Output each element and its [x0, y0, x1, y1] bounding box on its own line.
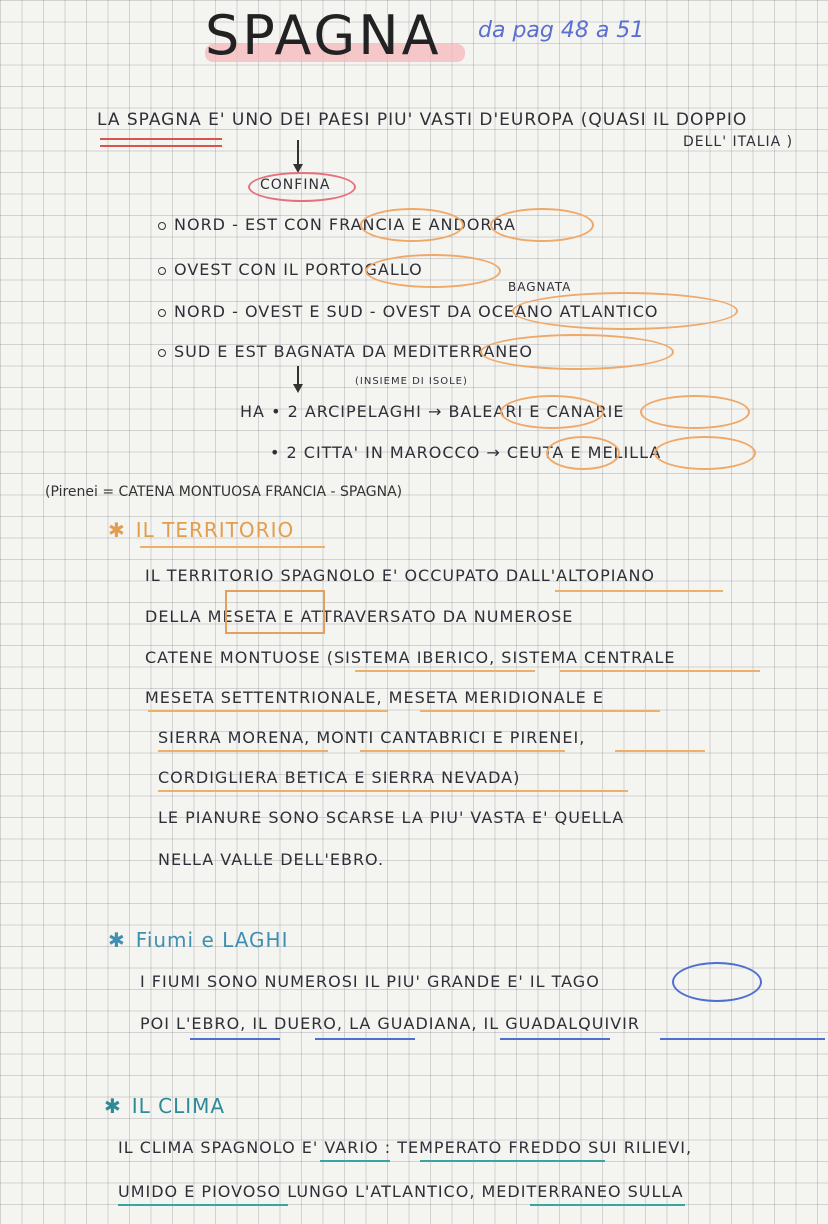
duero-underline	[315, 1038, 415, 1040]
bullet-icon	[158, 222, 166, 230]
bullet-icon	[158, 309, 166, 317]
intro-line-2: DELL' ITALIA )	[683, 134, 794, 150]
territorio-line-2: DELLA MESETA E ATTRAVERSATO DA NUMEROSE	[145, 607, 574, 626]
intro-underline-1	[100, 138, 222, 140]
asterisk-icon: ✱	[108, 518, 126, 542]
canarie-circle	[640, 395, 750, 429]
ceuta-circle	[546, 436, 620, 470]
territorio-line-3: CATENE MONTUOSE (SISTEMA IBERICO, SISTEMA CENTRALE	[145, 648, 676, 667]
portogallo-circle	[365, 254, 501, 288]
fiumi-line-1: I FIUMI SONO NUMEROSI IL PIU' GRANDE E' IL TAGO	[140, 972, 600, 991]
ha-line-1: HA • 2 ARCIPELAGHI → BALEARI E CANARIE	[240, 402, 625, 421]
centrale-underline	[560, 670, 760, 672]
bullet-icon	[158, 349, 166, 357]
territorio-line-4: MESETA SETTENTRIONALE, MESETA MERIDIONALE E	[145, 688, 604, 707]
clima-heading	[104, 1094, 225, 1118]
guadiana-underline	[500, 1038, 610, 1040]
betica-underline	[158, 790, 628, 792]
tago-circle	[672, 962, 762, 1002]
insieme-note: (INSIEME DI ISOLE)	[355, 376, 468, 387]
territorio-line-1: IL TERRITORIO SPAGNOLO E' OCCUPATO DALL'ALTOPIANO	[145, 566, 655, 585]
page-title: SPAGNA	[205, 4, 442, 67]
baleari-circle	[500, 395, 604, 429]
arrow-head-2	[293, 384, 303, 393]
border-text-1: NORD - EST CON FRANCIA E ANDORRA	[174, 215, 516, 234]
mediterraneo-circle	[480, 334, 674, 370]
clima-line-2: UMIDO E PIOVOSO LUNGO L'ATLANTICO, MEDITERRANEO SULLA	[118, 1182, 684, 1201]
cantabrici-underline	[360, 750, 565, 752]
ha-line-2: • 2 CITTA' IN MAROCCO → CEUTA E MELILLA	[270, 443, 662, 462]
temperato-underline	[420, 1160, 605, 1162]
umido-underline	[118, 1204, 288, 1206]
fiumi-heading	[108, 928, 288, 952]
border-item-4	[158, 342, 533, 361]
settentrionale-underline	[148, 710, 388, 712]
intro-line: LA SPAGNA E' UNO DEI PAESI PIU' VASTI D'EUROPA (QUASI IL DOPPIO	[97, 110, 748, 130]
meseta-box	[225, 590, 325, 634]
territorio-line-7: LE PIANURE SONO SCARSE LA PIU' VASTA E' QUELLA	[158, 808, 625, 827]
arrow-down-2	[297, 366, 299, 386]
territorio-line-8: NELLA VALLE DELL'EBRO.	[158, 850, 385, 869]
pirenei-note: (Pirenei = CATENA MONTUOSA FRANCIA - SPAGNA)	[45, 484, 403, 500]
border-text-4: SUD E EST BAGNATA DA MEDITERRANEO	[174, 342, 533, 361]
vario-underline	[320, 1160, 390, 1162]
clima-line-1: IL CLIMA SPAGNOLO E' VARIO : TEMPERATO FREDDO SUI RILIEVI,	[118, 1138, 693, 1157]
intro-underline-2	[100, 145, 222, 147]
fiumi-line-2: POI L'EBRO, IL DUERO, LA GUADIANA, IL GUADALQUIVIR	[140, 1014, 640, 1033]
iberico-underline	[355, 670, 535, 672]
asterisk-icon: ✱	[104, 1094, 122, 1118]
territorio-underline	[140, 546, 325, 548]
mediterraneo-underline	[530, 1204, 685, 1206]
meridionale-underline	[420, 710, 660, 712]
melilla-circle	[654, 436, 756, 470]
border-text-2: OVEST CON IL PORTOGALLO	[174, 260, 423, 279]
page-range: da pag 48 a 51	[478, 18, 645, 43]
bullet-icon	[158, 267, 166, 275]
territorio-line-5: SIERRA MORENA, MONTI CANTABRICI E PIRENEI,	[158, 728, 586, 747]
pirenei-underline	[615, 750, 705, 752]
border-text-3: NORD - OVEST E SUD - OVEST DA OCEANO ATLANTICO	[174, 302, 659, 321]
andorra-circle	[490, 208, 594, 242]
asterisk-icon: ✱	[108, 928, 126, 952]
altopiano-underline	[555, 590, 723, 592]
territorio-title: IL TERRITORIO	[135, 518, 295, 542]
arrow-down-1	[297, 140, 299, 166]
territorio-heading	[108, 518, 294, 542]
confina-label: CONFINA	[260, 177, 331, 193]
ebro-underline	[190, 1038, 280, 1040]
atlantico-circle	[512, 292, 738, 330]
guadalquivir-underline	[660, 1038, 825, 1040]
bagnata-note: BAGNATA	[508, 280, 572, 294]
clima-title: IL CLIMA	[131, 1094, 226, 1118]
territorio-line-6: CORDIGLIERA BETICA E SIERRA NEVADA)	[158, 768, 521, 787]
francia-circle	[360, 208, 464, 242]
morena-underline	[158, 750, 328, 752]
fiumi-title: Fiumi e LAGHI	[135, 928, 289, 952]
